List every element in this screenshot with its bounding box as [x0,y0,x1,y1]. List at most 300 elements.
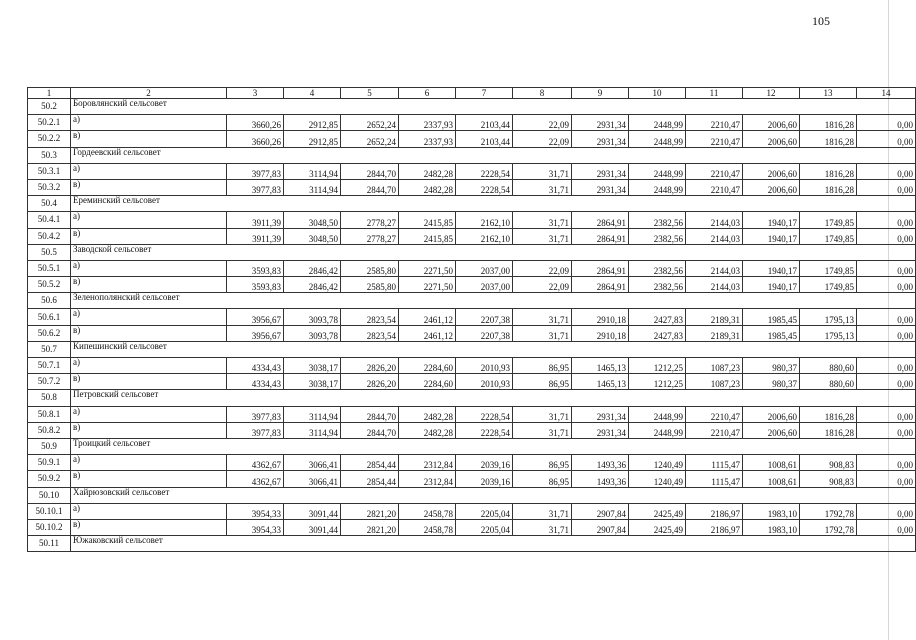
row-code: 50.4.2 [28,228,71,244]
value-cell: 980,37 [743,374,800,390]
value-cell: 2039,16 [456,471,513,487]
header-cell: 10 [629,88,686,99]
section-row [28,99,916,115]
value-cell: 2037,00 [456,277,513,293]
data-row [28,325,916,341]
value-cell: 3954,33 [227,519,284,535]
section-name: Гордеевский сельсовет [71,147,916,163]
value-cell: 3977,83 [227,163,284,179]
row-code: 50.2.2 [28,131,71,147]
row-code: 50.7.2 [28,374,71,390]
value-cell: 2854,44 [341,471,399,487]
value-cell: 2284,60 [399,358,456,374]
data-row [28,212,916,228]
value-cell: 2482,28 [399,422,456,438]
value-cell: 3066,41 [284,455,341,471]
header-cell: 11 [686,88,743,99]
section-row [28,293,916,309]
value-cell: 2931,34 [572,179,629,195]
section-row [28,487,916,503]
value-cell: 3977,83 [227,179,284,195]
value-cell: 2448,99 [629,163,686,179]
value-cell: 2210,47 [686,163,743,179]
value-cell: 1087,23 [686,358,743,374]
row-code: 50.3.2 [28,179,71,195]
data-row [28,163,916,179]
value-cell: 31,71 [513,228,572,244]
value-cell: 880,60 [800,358,857,374]
value-cell: 2844,70 [341,422,399,438]
row-label: а) [71,163,227,179]
value-cell: 2846,42 [284,277,341,293]
value-cell: 2652,24 [341,115,399,131]
value-cell: 0,00 [857,179,916,195]
value-cell: 3911,39 [227,228,284,244]
data-row [28,131,916,147]
value-cell: 2448,99 [629,406,686,422]
row-code: 50.4.1 [28,212,71,228]
value-cell: 2425,49 [629,503,686,519]
value-cell: 2912,85 [284,131,341,147]
data-row [28,115,916,131]
value-cell: 2006,60 [743,179,800,195]
value-cell: 3114,94 [284,163,341,179]
value-cell: 2382,56 [629,212,686,228]
value-cell: 1749,85 [800,277,857,293]
row-code: 50.10.1 [28,503,71,519]
row-code: 50.2.1 [28,115,71,131]
value-cell: 1465,13 [572,358,629,374]
section-name: Ереминский сельсовет [71,196,916,212]
value-cell: 1816,28 [800,422,857,438]
value-cell: 2482,28 [399,179,456,195]
row-code: 50.6.1 [28,309,71,325]
section-name: Троицкий сельсовет [71,438,916,454]
value-cell: 2144,03 [686,260,743,276]
value-cell: 2006,60 [743,115,800,131]
header-cell: 7 [456,88,513,99]
value-cell: 2210,47 [686,179,743,195]
value-cell: 2425,49 [629,519,686,535]
value-cell: 3977,83 [227,406,284,422]
value-cell: 1795,13 [800,325,857,341]
value-cell: 2448,99 [629,115,686,131]
section-name: Кипешинский сельсовет [71,341,916,357]
value-cell: 2826,20 [341,358,399,374]
row-label: в) [71,519,227,535]
value-cell: 2844,70 [341,179,399,195]
row-code: 50.10.2 [28,519,71,535]
row-label: а) [71,406,227,422]
data-row [28,228,916,244]
value-cell: 2482,28 [399,163,456,179]
value-cell: 0,00 [857,503,916,519]
section-name: Южаковский сельсовет [71,536,916,552]
value-cell: 2864,91 [572,228,629,244]
value-cell: 0,00 [857,260,916,276]
value-cell: 2162,10 [456,228,513,244]
section-name: Боровлянский сельсовет [71,99,916,115]
value-cell: 31,71 [513,519,572,535]
data-row [28,358,916,374]
row-code: 50.8.1 [28,406,71,422]
row-label: в) [71,179,227,195]
value-cell: 2312,84 [399,455,456,471]
value-cell: 2271,50 [399,260,456,276]
value-cell: 2912,85 [284,115,341,131]
value-cell: 2907,84 [572,519,629,535]
section-row [28,390,916,406]
value-cell: 1940,17 [743,212,800,228]
value-cell: 980,37 [743,358,800,374]
section-row [28,536,916,552]
data-row [28,260,916,276]
value-cell: 2144,03 [686,212,743,228]
tariff-table [27,87,916,552]
value-cell: 2585,80 [341,277,399,293]
value-cell: 31,71 [513,163,572,179]
value-cell: 2006,60 [743,406,800,422]
value-cell: 3048,50 [284,228,341,244]
header-cell: 13 [800,88,857,99]
value-cell: 2189,31 [686,309,743,325]
section-row [28,341,916,357]
value-cell: 2006,60 [743,131,800,147]
value-cell: 2162,10 [456,212,513,228]
value-cell: 2037,00 [456,260,513,276]
value-cell: 2228,54 [456,163,513,179]
value-cell: 0,00 [857,115,916,131]
value-cell: 1940,17 [743,228,800,244]
value-cell: 3956,67 [227,325,284,341]
value-cell: 31,71 [513,422,572,438]
value-cell: 2103,44 [456,131,513,147]
value-cell: 908,83 [800,455,857,471]
value-cell: 2382,56 [629,260,686,276]
value-cell: 2006,60 [743,163,800,179]
value-cell: 2006,60 [743,422,800,438]
header-cell: 14 [857,88,916,99]
value-cell: 1493,36 [572,471,629,487]
value-cell: 2448,99 [629,422,686,438]
row-code: 50.7 [28,341,71,357]
value-cell: 2448,99 [629,179,686,195]
value-cell: 2205,04 [456,519,513,535]
value-cell: 2207,38 [456,309,513,325]
row-label: в) [71,277,227,293]
value-cell: 2461,12 [399,325,456,341]
value-cell: 1008,61 [743,455,800,471]
value-cell: 2189,31 [686,325,743,341]
value-cell: 0,00 [857,471,916,487]
value-cell: 2144,03 [686,228,743,244]
value-cell: 2284,60 [399,374,456,390]
value-cell: 3911,39 [227,212,284,228]
header-cell: 9 [572,88,629,99]
value-cell: 2910,18 [572,309,629,325]
value-cell: 4334,43 [227,358,284,374]
value-cell: 1087,23 [686,374,743,390]
value-cell: 22,09 [513,131,572,147]
value-cell: 2931,34 [572,163,629,179]
value-cell: 1940,17 [743,277,800,293]
value-cell: 2458,78 [399,503,456,519]
row-label: в) [71,422,227,438]
header-cell: 6 [399,88,456,99]
value-cell: 1749,85 [800,260,857,276]
section-row [28,196,916,212]
value-cell: 2010,93 [456,374,513,390]
value-cell: 2864,91 [572,277,629,293]
row-label: в) [71,374,227,390]
value-cell: 2228,54 [456,406,513,422]
value-cell: 2228,54 [456,422,513,438]
section-name: Петровский сельсовет [71,390,916,406]
data-row [28,422,916,438]
value-cell: 3114,94 [284,406,341,422]
data-row [28,455,916,471]
value-cell: 1115,47 [686,455,743,471]
row-code: 50.7.1 [28,358,71,374]
value-cell: 1983,10 [743,519,800,535]
value-cell: 2186,97 [686,503,743,519]
row-code: 50.3 [28,147,71,163]
header-cell: 1 [28,88,71,99]
value-cell: 2821,20 [341,503,399,519]
data-row [28,374,916,390]
data-row [28,179,916,195]
value-cell: 2210,47 [686,115,743,131]
value-cell: 1240,49 [629,455,686,471]
data-row [28,519,916,535]
value-cell: 2844,70 [341,406,399,422]
value-cell: 2854,44 [341,455,399,471]
row-label: а) [71,212,227,228]
value-cell: 3038,17 [284,358,341,374]
value-cell: 2312,84 [399,471,456,487]
value-cell: 2415,85 [399,228,456,244]
value-cell: 0,00 [857,422,916,438]
value-cell: 2210,47 [686,422,743,438]
value-cell: 2823,54 [341,309,399,325]
row-label: в) [71,228,227,244]
value-cell: 4334,43 [227,374,284,390]
value-cell: 2415,85 [399,212,456,228]
value-cell: 0,00 [857,325,916,341]
value-cell: 1983,10 [743,503,800,519]
value-cell: 31,71 [513,309,572,325]
value-cell: 0,00 [857,277,916,293]
value-cell: 2931,34 [572,131,629,147]
value-cell: 2778,27 [341,212,399,228]
header-cell: 4 [284,88,341,99]
value-cell: 31,71 [513,503,572,519]
value-cell: 0,00 [857,519,916,535]
value-cell: 2039,16 [456,455,513,471]
value-cell: 22,09 [513,277,572,293]
value-cell: 0,00 [857,163,916,179]
value-cell: 3114,94 [284,179,341,195]
header-cell: 5 [341,88,399,99]
value-cell: 31,71 [513,325,572,341]
value-cell: 2337,93 [399,131,456,147]
value-cell: 1816,28 [800,115,857,131]
value-cell: 86,95 [513,471,572,487]
row-label: а) [71,260,227,276]
value-cell: 0,00 [857,374,916,390]
value-cell: 2228,54 [456,179,513,195]
value-cell: 2931,34 [572,422,629,438]
value-cell: 1212,25 [629,358,686,374]
value-cell: 2337,93 [399,115,456,131]
value-cell: 2826,20 [341,374,399,390]
row-code: 50.6.2 [28,325,71,341]
value-cell: 2931,34 [572,115,629,131]
value-cell: 3660,26 [227,131,284,147]
value-cell: 2821,20 [341,519,399,535]
value-cell: 2427,83 [629,325,686,341]
row-label: а) [71,309,227,325]
data-row [28,503,916,519]
value-cell: 3091,44 [284,503,341,519]
page-number: 105 [812,14,830,28]
row-label: а) [71,455,227,471]
value-cell: 1940,17 [743,260,800,276]
row-label: в) [71,325,227,341]
row-label: в) [71,131,227,147]
row-code: 50.9.1 [28,455,71,471]
value-cell: 2652,24 [341,131,399,147]
row-code: 50.11 [28,536,71,552]
header-row [28,88,916,99]
value-cell: 2846,42 [284,260,341,276]
value-cell: 3956,67 [227,309,284,325]
row-code: 50.9 [28,438,71,454]
value-cell: 2144,03 [686,277,743,293]
value-cell: 0,00 [857,212,916,228]
section-row [28,244,916,260]
section-row [28,438,916,454]
row-code: 50.6 [28,293,71,309]
row-code: 50.2 [28,99,71,115]
value-cell: 3114,94 [284,422,341,438]
value-cell: 2864,91 [572,260,629,276]
value-cell: 1008,61 [743,471,800,487]
value-cell: 0,00 [857,309,916,325]
row-code: 50.5 [28,244,71,260]
value-cell: 2864,91 [572,212,629,228]
value-cell: 3660,26 [227,115,284,131]
value-cell: 0,00 [857,358,916,374]
value-cell: 2778,27 [341,228,399,244]
value-cell: 1795,13 [800,309,857,325]
value-cell: 3954,33 [227,503,284,519]
value-cell: 3977,83 [227,422,284,438]
header-cell: 2 [71,88,227,99]
value-cell: 2205,04 [456,503,513,519]
value-cell: 31,71 [513,406,572,422]
value-cell: 3091,44 [284,519,341,535]
row-code: 50.8.2 [28,422,71,438]
value-cell: 86,95 [513,374,572,390]
row-code: 50.5.1 [28,260,71,276]
value-cell: 1749,85 [800,228,857,244]
row-label: а) [71,115,227,131]
value-cell: 1816,28 [800,179,857,195]
value-cell: 22,09 [513,260,572,276]
row-code: 50.10 [28,487,71,503]
value-cell: 2103,44 [456,115,513,131]
value-cell: 2907,84 [572,503,629,519]
row-label: а) [71,358,227,374]
value-cell: 2186,97 [686,519,743,535]
section-row [28,147,916,163]
row-code: 50.9.2 [28,471,71,487]
value-cell: 2482,28 [399,406,456,422]
value-cell: 0,00 [857,131,916,147]
value-cell: 2910,18 [572,325,629,341]
value-cell: 2931,34 [572,406,629,422]
value-cell: 2427,83 [629,309,686,325]
value-cell: 1240,49 [629,471,686,487]
row-code: 50.8 [28,390,71,406]
value-cell: 1816,28 [800,163,857,179]
value-cell: 2458,78 [399,519,456,535]
row-code: 50.5.2 [28,277,71,293]
value-cell: 0,00 [857,455,916,471]
value-cell: 3093,78 [284,309,341,325]
data-row [28,471,916,487]
data-row [28,277,916,293]
value-cell: 2010,93 [456,358,513,374]
value-cell: 3048,50 [284,212,341,228]
value-cell: 0,00 [857,228,916,244]
value-cell: 2210,47 [686,131,743,147]
section-name: Заводской сельсовет [71,244,916,260]
value-cell: 2382,56 [629,228,686,244]
value-cell: 1985,45 [743,309,800,325]
value-cell: 2210,47 [686,406,743,422]
value-cell: 0,00 [857,406,916,422]
value-cell: 1115,47 [686,471,743,487]
value-cell: 2823,54 [341,325,399,341]
value-cell: 2271,50 [399,277,456,293]
value-cell: 1212,25 [629,374,686,390]
value-cell: 3593,83 [227,277,284,293]
value-cell: 3593,83 [227,260,284,276]
value-cell: 2461,12 [399,309,456,325]
section-name: Хайрюзовский сельсовет [71,487,916,503]
header-cell: 8 [513,88,572,99]
row-code: 50.3.1 [28,163,71,179]
value-cell: 1816,28 [800,131,857,147]
value-cell: 3038,17 [284,374,341,390]
row-label: а) [71,503,227,519]
value-cell: 4362,67 [227,471,284,487]
value-cell: 31,71 [513,179,572,195]
row-code: 50.4 [28,196,71,212]
value-cell: 2207,38 [456,325,513,341]
value-cell: 1749,85 [800,212,857,228]
data-row [28,309,916,325]
value-cell: 1465,13 [572,374,629,390]
section-name: Зеленополянский сельсовет [71,293,916,309]
header-cell: 12 [743,88,800,99]
value-cell: 86,95 [513,455,572,471]
value-cell: 1792,78 [800,519,857,535]
value-cell: 1985,45 [743,325,800,341]
value-cell: 2844,70 [341,163,399,179]
